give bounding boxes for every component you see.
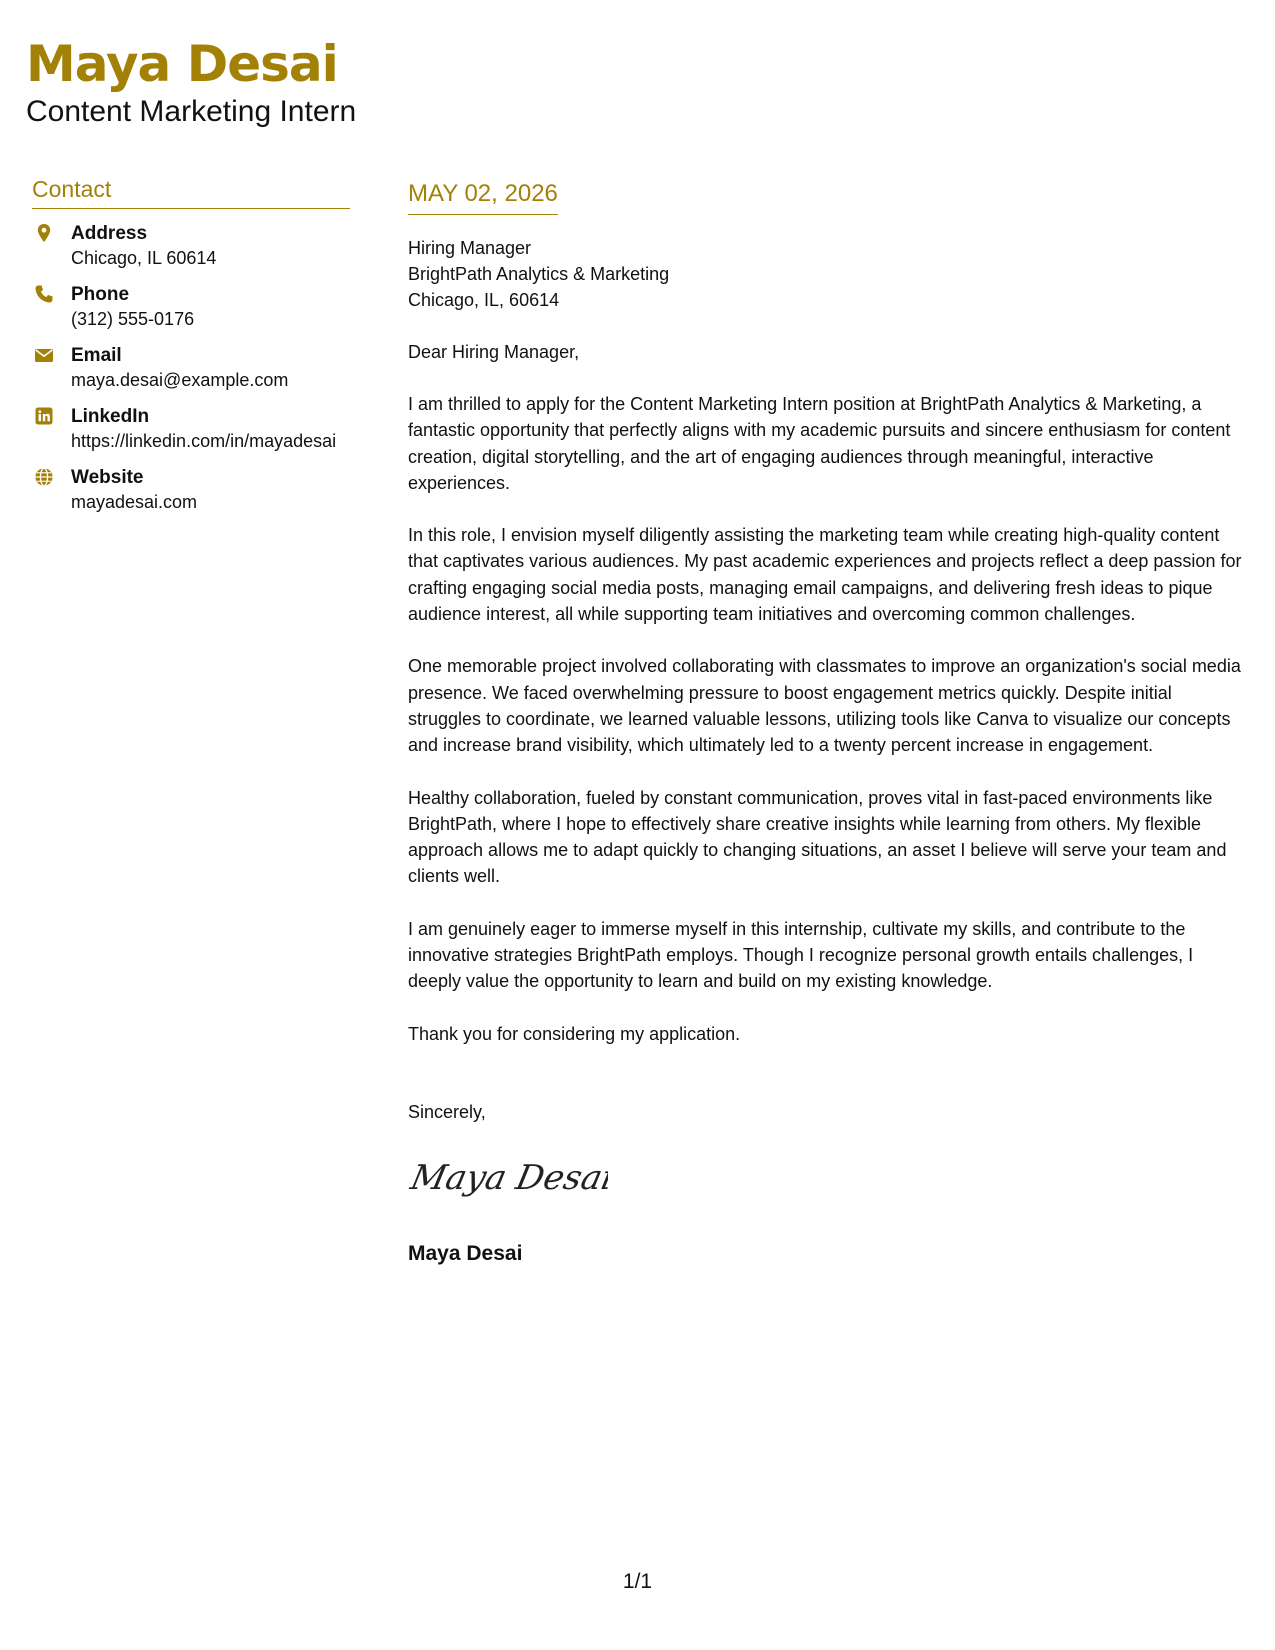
letter-date: MAY 02, 2026 <box>408 178 558 215</box>
contact-value: Chicago, IL 60614 <box>71 248 217 268</box>
contact-label: Website <box>71 467 144 488</box>
signer-name: Maya Desai <box>408 1241 523 1265</box>
paragraph: Thank you for considering my application. <box>408 1023 741 1044</box>
salutation: Dear Hiring Manager, <box>408 342 580 362</box>
signature-image <box>408 1147 608 1207</box>
linkedin-icon <box>34 406 54 426</box>
applicant-name: Maya Desai <box>26 35 338 93</box>
paragraph: One memorable project involved collaborating with classmates to improve an organization's social media presence. We faced overwhelming pressure to boost engagement metrics quickly. Despite initial struggles to coordinate, we learned valuable lessons, utilizing tools like Canva to visualize our concepts and increase brand visibility, which ultimately led to a twenty percent increase in engagement. <box>408 656 1241 756</box>
contact-value: (312) 555-0176 <box>71 309 195 329</box>
contact-value: mayadesai.com <box>71 492 198 512</box>
paragraph: In this role, I envision myself diligently assisting the marketing team while creating high-quality content that captivates various audiences. My past academic experiences and projects reflect a deep passion for crafting engaging social media posts, managing email campaigns, and delivering fresh ideas to pique audience interest, all while supporting team initiatives and overcoming common challenges. <box>408 525 1242 625</box>
recipient-title: Hiring Manager <box>408 238 532 258</box>
recipient-location: Chicago, IL, 60614 <box>408 290 560 310</box>
paragraph: Healthy collaboration, fueled by constant communication, proves vital in fast-paced environments like BrightPath, where I hope to effectively share creative insights while learning from others. My flexible approach allows me to adapt quickly to changing situations, an asset I believe will serve your team and clients well. <box>408 787 1227 887</box>
recipient-block <box>408 235 1248 313</box>
contact-item-website <box>32 465 350 514</box>
contact-label: Email <box>71 345 122 366</box>
location-pin-icon <box>34 223 54 243</box>
closing: Sincerely, <box>408 1101 486 1122</box>
applicant-role: Content Marketing Intern <box>26 95 357 128</box>
contact-sidebar <box>32 174 350 514</box>
paragraph: I am thrilled to apply for the Content Marketing Intern position at BrightPath Analytics & Marketing, a fantastic opportunity that perfectly aligns with my academic pursuits and sincere enthusiasm for content creation, digital storytelling, and the art of engaging audiences through meaningful, interactive experiences. <box>408 394 1231 493</box>
contact-value: https://linkedin.com/in/mayadesai <box>71 431 337 451</box>
contact-item-linkedin <box>32 404 350 453</box>
contact-item-email <box>32 343 350 392</box>
contact-item-phone <box>32 282 350 331</box>
contact-section-title: Contact <box>32 174 350 209</box>
contact-label: Address <box>71 223 148 244</box>
contact-label: Phone <box>71 284 130 305</box>
contact-value: maya.desai@example.com <box>71 370 289 390</box>
contact-label: LinkedIn <box>71 406 150 427</box>
letter-header <box>26 34 356 130</box>
paragraph: I am genuinely eager to immerse myself in this internship, cultivate my skills, and contribute to the innovative strategies BrightPath employs. Though I recognize personal growth entails challenges, I deeply value the opportunity to learn and build on my existing knowledge. <box>408 918 1194 992</box>
letter-body <box>408 178 1248 1268</box>
recipient-company: BrightPath Analytics & Marketing <box>408 264 670 284</box>
page-number: 1/1 <box>622 1570 653 1593</box>
signature-text: Maya Desai <box>408 1158 608 1198</box>
phone-icon <box>34 284 54 304</box>
contact-item-address <box>32 221 350 270</box>
globe-icon <box>34 467 54 487</box>
email-icon <box>34 345 54 365</box>
